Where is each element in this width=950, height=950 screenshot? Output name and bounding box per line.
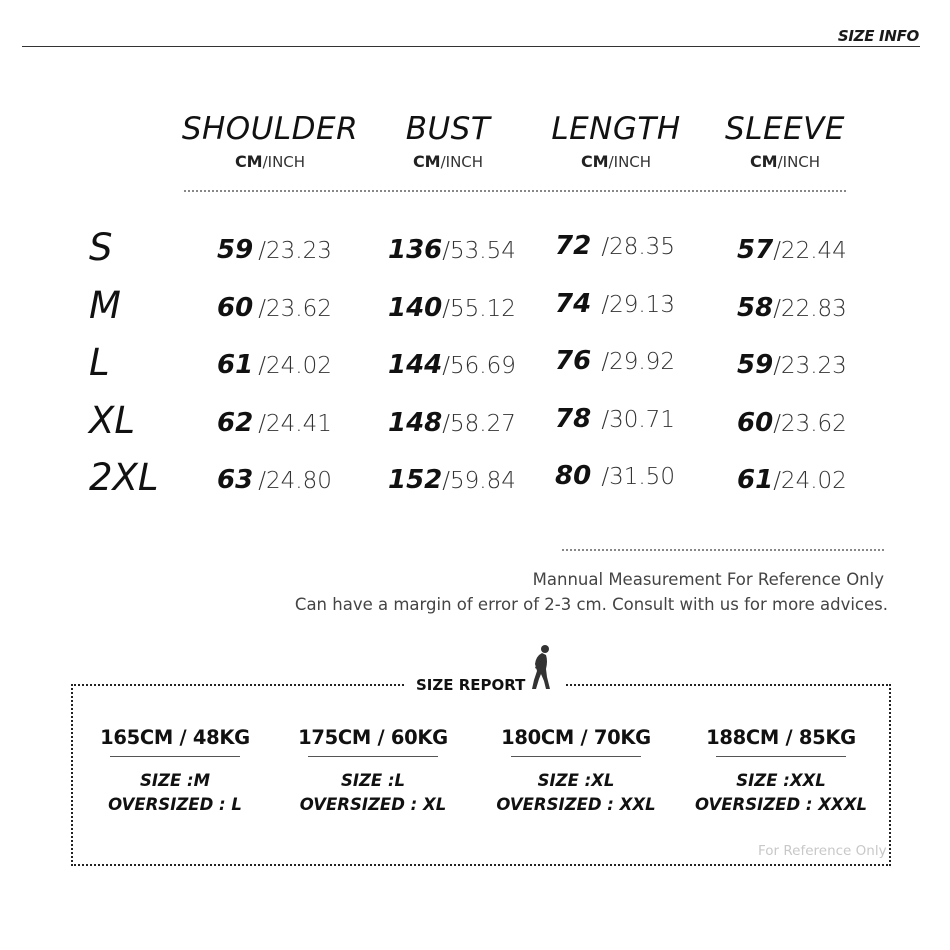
size-report-card — [80, 726, 270, 814]
cm-value: 140 — [388, 293, 443, 323]
unit-cm: CM — [412, 152, 441, 171]
column-unit — [353, 152, 543, 171]
shoulder-cell — [217, 462, 332, 501]
cm-value: 80 — [555, 461, 592, 491]
size-info-title: SIZE INFO — [837, 27, 919, 45]
header-divider — [22, 46, 920, 47]
inch-value: /53.54 — [442, 238, 516, 264]
inch-value: /29.92 — [601, 349, 675, 375]
sleeve-cell — [737, 347, 847, 386]
column-unit — [690, 152, 880, 171]
oversized-size: OVERSIZED : L — [108, 795, 242, 814]
size-report-card — [278, 726, 468, 814]
card-divider — [511, 756, 641, 757]
card-divider — [716, 756, 846, 757]
body-measurement: 188CM / 85KG — [706, 726, 856, 749]
column-header-length — [521, 110, 711, 171]
column-unit — [521, 152, 711, 171]
inch-value: /23.62 — [258, 296, 332, 322]
cm-value: 60 — [217, 293, 254, 323]
inch-value: /30.71 — [601, 407, 675, 433]
length-cell — [555, 458, 675, 497]
inch-value: /22.83 — [773, 296, 847, 322]
oversized-size: OVERSIZED : XL — [299, 795, 447, 814]
inch-value: /23.23 — [773, 353, 847, 379]
cm-value: 78 — [555, 404, 592, 434]
oversized-size: OVERSIZED : XXXL — [695, 795, 867, 814]
sleeve-cell — [737, 232, 847, 271]
unit-inch: /INCH — [440, 153, 484, 171]
inch-value: /23.62 — [773, 411, 847, 437]
recommended-size: SIZE :XXL — [736, 771, 826, 790]
cm-value: 58 — [737, 293, 774, 323]
cm-value: 57 — [737, 235, 774, 265]
cm-value: 74 — [555, 289, 592, 319]
size-report-card — [481, 726, 671, 814]
cm-value: 144 — [388, 350, 443, 380]
column-header-shoulder — [175, 110, 365, 171]
cm-value: 59 — [217, 235, 254, 265]
margin-note: Can have a margin of error of 2-3 cm. Consult with us for more advices. — [294, 595, 888, 614]
shoulder-cell — [217, 290, 332, 329]
sleeve-cell — [737, 290, 847, 329]
column-title: SHOULDER — [181, 111, 359, 147]
length-cell — [555, 401, 675, 440]
unit-cm: CM — [580, 152, 609, 171]
card-divider — [110, 756, 240, 757]
cm-value: 60 — [737, 408, 774, 438]
inch-value: /58.27 — [442, 411, 516, 437]
column-title: SLEEVE — [725, 111, 845, 147]
column-header-sleeve — [690, 110, 880, 171]
bust-cell — [388, 405, 516, 444]
size-label: XL — [89, 399, 135, 442]
reference-footnote: For Reference Only — [758, 843, 887, 859]
note-dotted-divider — [562, 549, 884, 551]
walking-figure-icon — [526, 644, 556, 690]
inch-value: /24.02 — [258, 353, 332, 379]
card-divider — [308, 756, 438, 757]
inch-value: /55.12 — [442, 296, 516, 322]
oversized-size: OVERSIZED : XXL — [496, 795, 656, 814]
column-header-bust — [353, 110, 543, 171]
column-title: LENGTH — [551, 111, 681, 147]
inch-value: /23.23 — [258, 238, 332, 264]
body-measurement: 165CM / 48KG — [100, 726, 250, 749]
column-title: BUST — [405, 111, 491, 147]
size-report-card — [686, 726, 876, 814]
recommended-size: SIZE :L — [340, 771, 406, 790]
sleeve-cell — [737, 462, 847, 501]
unit-cm: CM — [749, 152, 778, 171]
inch-value: /28.35 — [601, 234, 675, 260]
shoulder-cell — [217, 405, 332, 444]
cm-value: 72 — [555, 231, 592, 261]
length-cell — [555, 228, 675, 267]
inch-value: /56.69 — [442, 353, 516, 379]
size-label: S — [89, 226, 113, 269]
recommended-size: SIZE :M — [139, 771, 211, 790]
inch-value: /24.02 — [773, 468, 847, 494]
shoulder-cell — [217, 232, 332, 271]
size-row-2xl — [0, 456, 950, 506]
cm-value: 62 — [217, 408, 254, 438]
inch-value: /24.41 — [258, 411, 332, 437]
cm-value: 76 — [555, 346, 592, 376]
size-label: L — [89, 341, 110, 384]
bust-cell — [388, 290, 516, 329]
unit-inch: /INCH — [777, 153, 821, 171]
shoulder-cell — [217, 347, 332, 386]
header-dotted-divider — [184, 190, 846, 192]
cm-value: 152 — [388, 465, 443, 495]
column-unit — [175, 152, 365, 171]
inch-value: /31.50 — [601, 464, 675, 490]
bust-cell — [388, 232, 516, 271]
cm-value: 63 — [217, 465, 254, 495]
bust-cell — [388, 347, 516, 386]
size-row-m — [0, 284, 950, 334]
size-row-l — [0, 341, 950, 391]
recommended-size: SIZE :XL — [537, 771, 615, 790]
inch-value: /59.84 — [442, 468, 516, 494]
measurement-note: Mannual Measurement For Reference Only — [532, 570, 884, 589]
size-report-title: SIZE REPORT — [416, 676, 526, 694]
sleeve-cell — [737, 405, 847, 444]
cm-value: 59 — [737, 350, 774, 380]
size-row-xl — [0, 399, 950, 449]
size-label: M — [89, 284, 121, 327]
cm-value: 61 — [737, 465, 774, 495]
length-cell — [555, 286, 675, 325]
body-measurement: 180CM / 70KG — [501, 726, 651, 749]
length-cell — [555, 343, 675, 382]
inch-value: /22.44 — [773, 238, 847, 264]
cm-value: 148 — [388, 408, 443, 438]
inch-value: /29.13 — [601, 292, 675, 318]
cm-value: 61 — [217, 350, 254, 380]
inch-value: /24.80 — [258, 468, 332, 494]
unit-cm: CM — [234, 152, 263, 171]
unit-inch: /INCH — [262, 153, 306, 171]
unit-inch: /INCH — [608, 153, 652, 171]
bust-cell — [388, 462, 516, 501]
body-measurement: 175CM / 60KG — [298, 726, 448, 749]
size-label: 2XL — [89, 456, 159, 499]
size-row-s — [0, 226, 950, 276]
cm-value: 136 — [388, 235, 443, 265]
